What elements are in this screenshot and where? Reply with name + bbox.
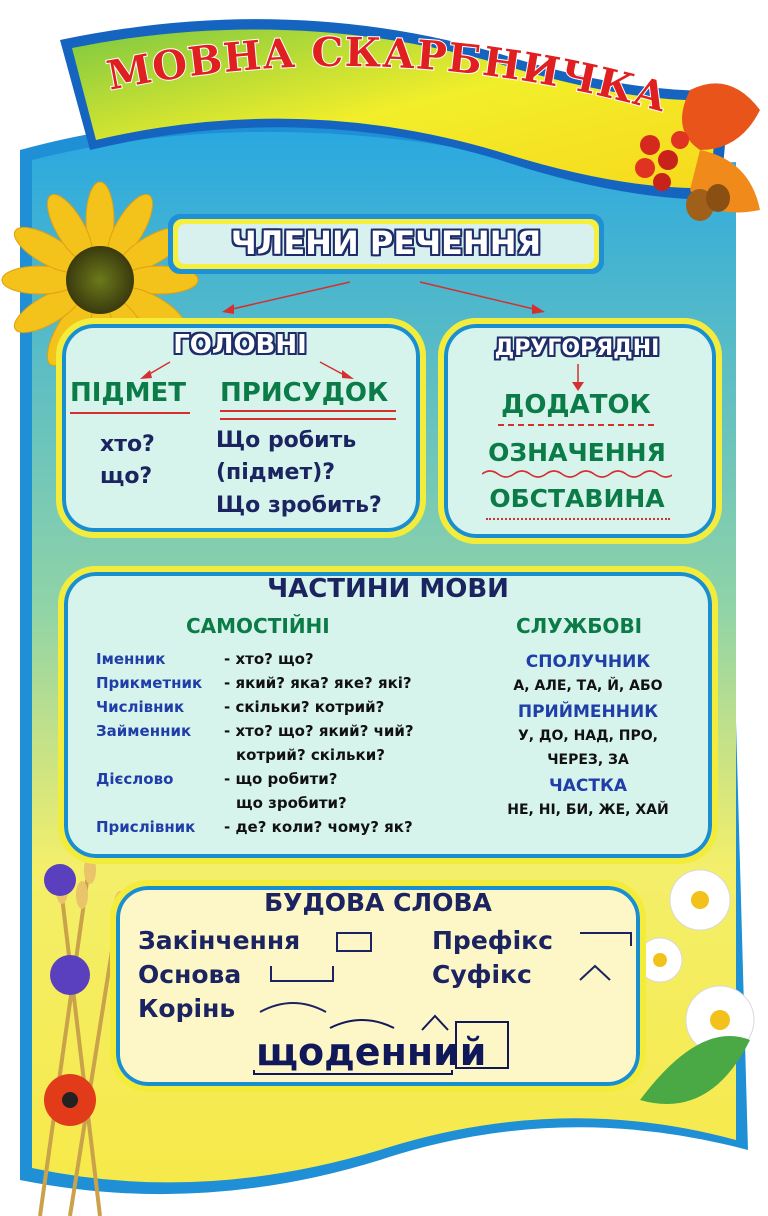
particle-words: НЕ, НІ, БИ, ЖЕ, ХАЙ	[507, 802, 669, 818]
pos-name: Займенник	[96, 722, 192, 740]
pos-question: - де? коли? чому? як?	[224, 818, 413, 836]
subject-label: ПІДМЕТ	[70, 378, 186, 408]
suffix-label: Суфікс	[432, 960, 532, 989]
predicate-question-3: Що зробить?	[216, 493, 382, 518]
members-title-plate	[168, 214, 604, 274]
main-members-title: ГОЛОВНІ	[173, 330, 307, 360]
pos-question: - який? яка? яке? які?	[224, 674, 412, 692]
object-label: ДОДАТОК	[501, 390, 651, 420]
members-arrows	[220, 276, 560, 316]
ending-icon	[336, 932, 372, 952]
pos-name: Іменник	[96, 650, 166, 668]
pos-name: Прикметник	[96, 674, 203, 692]
pos-question: - скільки? котрий?	[224, 698, 385, 716]
attribute-label: ОЗНАЧЕННЯ	[488, 438, 666, 467]
pos-question: - що робити?	[224, 770, 338, 788]
pos-row-pronoun	[96, 722, 414, 740]
pos-row-numeral	[96, 698, 385, 716]
structure-title: БУДОВА СЛОВА	[264, 888, 492, 917]
preposition-name: ПРИЙМЕННИК	[517, 702, 659, 722]
preposition-words-2: ЧЕРЕЗ, ЗА	[547, 752, 629, 768]
adverbial-label: ОБСТАВИНА	[489, 484, 665, 513]
subject-underline	[70, 412, 190, 414]
pos-question: котрий? скільки?	[236, 746, 385, 764]
stem-icon	[270, 966, 334, 982]
pos-question: що зробити?	[236, 794, 347, 812]
example-word-morphemes	[252, 1014, 522, 1078]
subject-question-2: що?	[100, 464, 153, 489]
predicate-question-1: Що робить	[216, 428, 357, 453]
object-underline	[498, 424, 654, 426]
predicate-label: ПРИСУДОК	[220, 378, 389, 408]
parts-title: ЧАСТИНИ МОВИ	[267, 574, 509, 604]
pos-row-adverb	[96, 818, 413, 836]
pos-name: Дієслово	[96, 770, 174, 788]
preposition-words-1: У, ДО, НАД, ПРО,	[518, 728, 658, 744]
independent-title: САМОСТІЙНІ	[186, 614, 330, 638]
pos-row-adjective	[96, 674, 412, 692]
banner-title	[100, 20, 700, 140]
example-word: щоденний	[256, 1030, 487, 1074]
pos-name: Числівник	[96, 698, 185, 716]
pos-question: - хто? що? який? чий?	[224, 722, 414, 740]
prefix-label: Префікс	[432, 926, 553, 955]
members-title: ЧЛЕНИ РЕЧЕННЯ	[230, 224, 542, 262]
attribute-underline	[482, 468, 672, 480]
pos-name: Прислівник	[96, 818, 196, 836]
secondary-members-title: ДРУГОРЯДНІ	[494, 336, 660, 361]
pos-question: - хто? що?	[224, 650, 314, 668]
service-title: СЛУЖБОВІ	[516, 614, 643, 638]
stem-label: Основа	[138, 960, 242, 989]
predicate-question-2: (підмет)?	[216, 460, 336, 485]
pos-row-verb	[96, 770, 338, 788]
svg-text:МОВНА СКАРБНИЧКА: МОВНА СКАРБНИЧКА	[103, 28, 674, 122]
ending-label: Закінчення	[138, 926, 301, 955]
conjunction-words: А, АЛЕ, ТА, Й, АБО	[513, 678, 663, 694]
conjunction-name: СПОЛУЧНИК	[525, 652, 651, 672]
adverbial-underline	[486, 518, 670, 520]
root-icon	[258, 998, 328, 1014]
secondary-arrow	[570, 364, 586, 392]
suffix-icon	[578, 962, 612, 982]
prefix-icon	[580, 932, 632, 946]
subject-question-1: хто?	[100, 432, 155, 457]
particle-name: ЧАСТКА	[548, 776, 628, 796]
predicate-underline	[220, 410, 396, 420]
pos-row-noun	[96, 650, 314, 668]
root-label: Корінь	[138, 994, 236, 1023]
